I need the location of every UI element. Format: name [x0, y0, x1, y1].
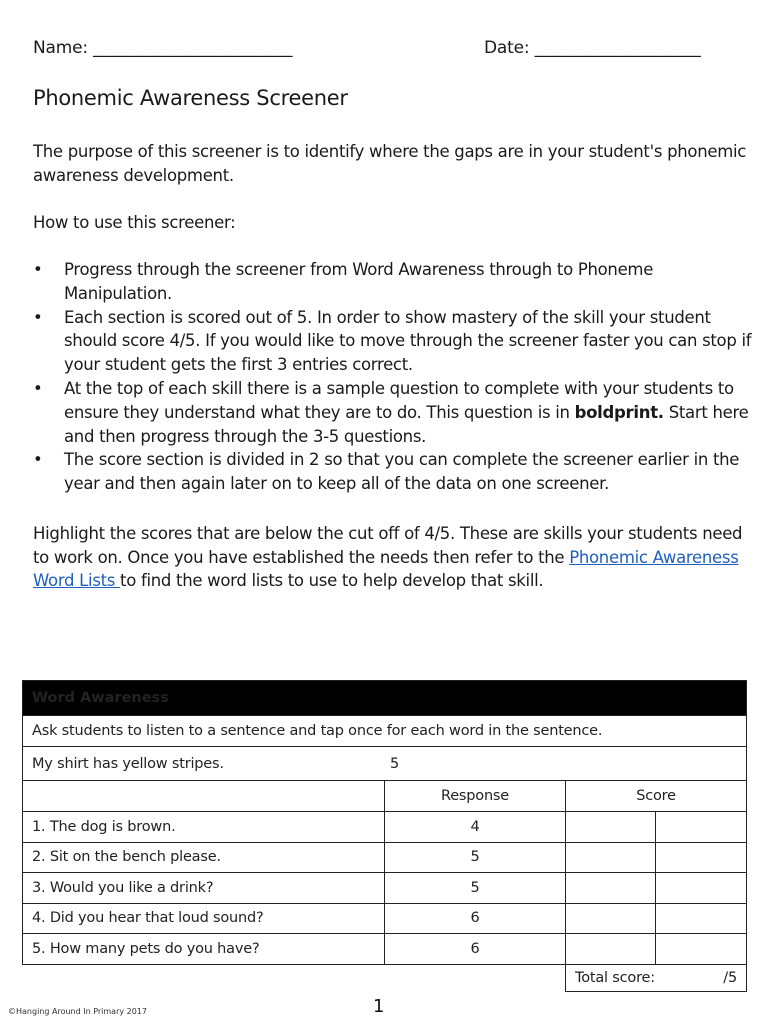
bullet-icon: • — [33, 307, 43, 327]
response-cell[interactable]: 6 — [385, 903, 566, 934]
score-cell-2[interactable] — [656, 903, 747, 934]
boldprint-text: boldprint. — [574, 402, 664, 422]
table-row — [23, 934, 747, 965]
response-cell[interactable]: 6 — [385, 934, 566, 965]
bullet-icon: • — [33, 450, 43, 470]
response-cell[interactable]: 5 — [385, 873, 566, 904]
response-cell[interactable]: 4 — [385, 812, 566, 843]
response-cell[interactable]: 5 — [385, 842, 566, 873]
word-lists-link[interactable]: Phonemic Awareness Word Lists — [33, 547, 739, 590]
column-header-row — [23, 781, 747, 812]
name-field — [33, 38, 292, 58]
bullet-icon: • — [33, 260, 43, 279]
section-header-row — [23, 681, 747, 716]
page-number: 1 — [373, 996, 385, 1017]
score-cell-1[interactable] — [566, 812, 656, 843]
question-cell: 2. Sit on the bench please. — [23, 842, 385, 873]
table-row — [23, 812, 747, 843]
blank-header — [23, 781, 385, 812]
list-item: • Progress through the screener from Word Awareness through to Phoneme Manipulation. — [33, 260, 654, 303]
table-row — [23, 873, 747, 904]
date-line: ____________________ — [534, 38, 701, 58]
total-score-label: Total score: — [575, 969, 655, 986]
score-cell-2[interactable] — [656, 842, 747, 873]
date-field — [484, 38, 701, 58]
intro-paragraph: The purpose of this screener is to identify where the gaps are in your student's phonemic awareness development. — [33, 142, 747, 185]
sample-answer: 5 — [390, 755, 400, 772]
question-cell: 1. The dog is brown. — [23, 812, 385, 843]
score-header: Score — [566, 781, 747, 812]
score-cell-2[interactable] — [656, 812, 747, 843]
instruction-list — [33, 258, 753, 496]
score-cell-2[interactable] — [656, 873, 747, 904]
total-score-cell[interactable] — [566, 964, 747, 991]
section-title: Word Awareness — [23, 681, 747, 716]
table-row — [23, 903, 747, 934]
page-title: Phonemic Awareness Screener — [33, 86, 348, 110]
question-cell: 4. Did you hear that loud sound? — [23, 903, 385, 934]
how-to-heading: How to use this screener: — [33, 213, 236, 232]
bullet-icon: • — [33, 378, 43, 398]
sample-row — [23, 747, 747, 781]
score-cell-1[interactable] — [566, 842, 656, 873]
sample-question — [23, 747, 747, 781]
question-cell: 5. How many pets do you have? — [23, 934, 385, 965]
section-instruction: Ask students to listen to a sentence and tap once for each word in the sentence. — [23, 716, 747, 747]
list-item: • Each section is scored out of 5. In order to show mastery of the skill your student should score 4/5. If you would like to move through the screener faster you can stop if your student gets the first 3 entries correct. — [33, 307, 752, 375]
score-cell-2[interactable] — [656, 934, 747, 965]
table-row — [23, 842, 747, 873]
score-cell-1[interactable] — [566, 903, 656, 934]
copyright-text: ©Hanging Around In Primary 2017 — [8, 1007, 148, 1016]
question-cell: 3. Would you like a drink? — [23, 873, 385, 904]
name-label: Name: — [33, 38, 88, 58]
highlight-paragraph: Highlight the scores that are below the cut off of 4/5. These are skills your students need to work on. Once you have established the needs then refer to the Phonemic Awareness Word Lists to find the word lists to use to help develop that skill. — [33, 524, 743, 590]
score-cell-1[interactable] — [566, 934, 656, 965]
instruction-row — [23, 716, 747, 747]
date-label: Date: — [484, 38, 530, 58]
word-awareness-table — [22, 680, 747, 992]
score-cell-1[interactable] — [566, 873, 656, 904]
response-header: Response — [385, 781, 566, 812]
list-item: • The score section is divided in 2 so that you can complete the screener earlier in the year and then again later on to keep all of the data on one screener. — [33, 450, 740, 494]
total-score-value: /5 — [723, 969, 738, 986]
name-line: ________________________ — [93, 38, 293, 58]
list-item: • At the top of each skill there is a sample question to complete with your students to ensure they understand what they are to do. This question is in boldprint. Start here and then progress through the 3-5 questions. — [33, 378, 749, 446]
total-row — [23, 964, 747, 991]
sample-sentence: My shirt has yellow stripes. — [32, 755, 224, 772]
